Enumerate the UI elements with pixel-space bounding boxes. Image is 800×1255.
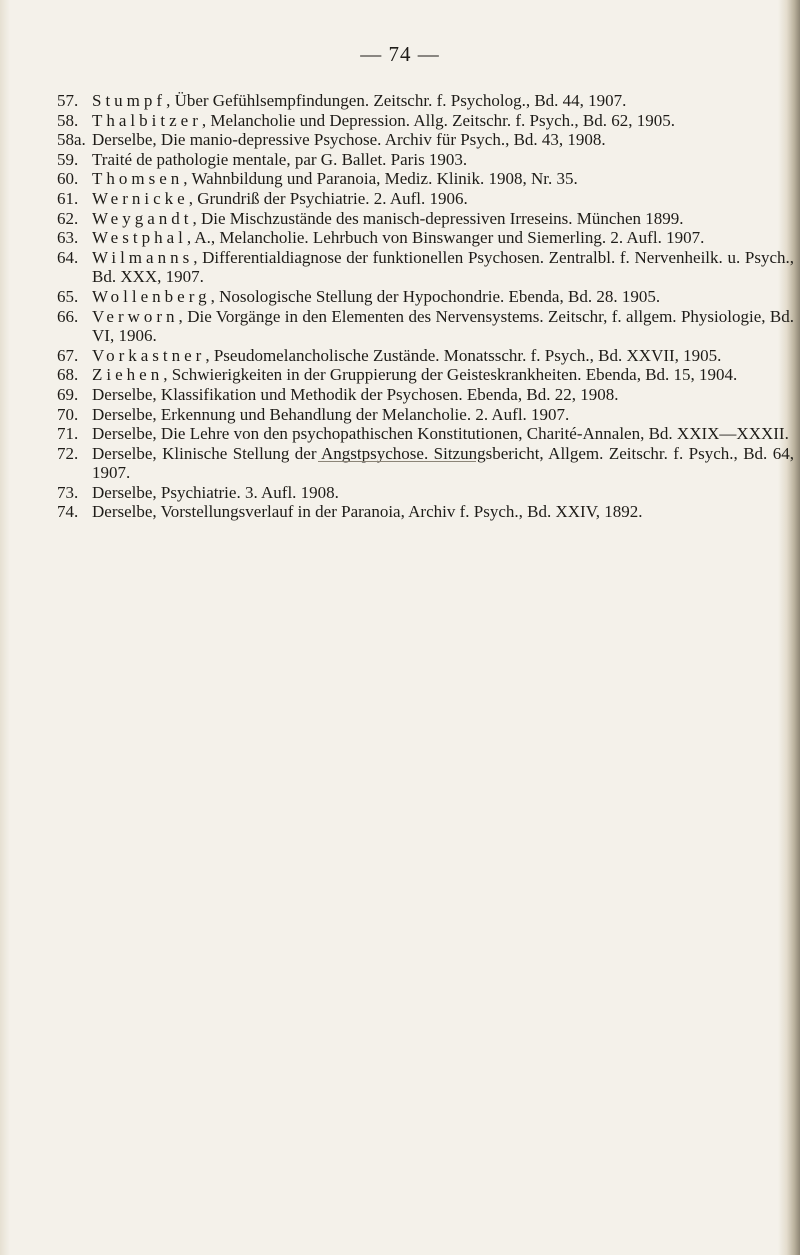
reference-text: Derselbe, Erkennung und Behandlung der Melancholie. 2. Aufl. 1907.: [92, 404, 570, 424]
reference-number: 60.: [57, 169, 79, 189]
reference-number: 69.: [57, 384, 79, 404]
reference-item: [57, 307, 794, 346]
reference-author: Vorkastner: [92, 345, 206, 365]
reference-separator: ,: [166, 91, 175, 110]
reference-item: [57, 248, 794, 287]
reference-item: [57, 150, 794, 170]
reference-number: 63.: [57, 228, 79, 248]
reference-text: Differentialdiagnose der funktionellen Psychosen. Zentralbl. f. Nervenheilk. u. Psych., Bd. XXX, 1907.: [92, 247, 794, 287]
reference-number: 73.: [57, 482, 79, 502]
reference-number: 62.: [57, 208, 79, 228]
reference-separator: ,: [201, 110, 211, 130]
reference-list: [57, 91, 794, 522]
reference-author: Wernicke: [92, 188, 189, 208]
reference-body: [92, 169, 794, 189]
reference-number: 64.: [57, 247, 79, 267]
reference-author: Thomsen: [92, 169, 184, 189]
reference-text: Melancholie und Depression. Allg. Zeitschr. f. Psych., Bd. 62, 1905.: [210, 110, 675, 130]
reference-item: [57, 130, 794, 150]
reference-body: [92, 365, 794, 385]
reference-text: Derselbe, Die Lehre von den psychopathischen Konstitutionen, Charité-Annalen, Bd. XXIX—XXXII.: [92, 424, 789, 444]
reference-item: [57, 228, 794, 248]
reference-text: Derselbe, Klassifikation und Methodik der Psychosen. Ebenda, Bd. 22, 1908.: [92, 384, 619, 404]
reference-author: Verworn: [92, 306, 179, 326]
reference-author: Weygandt: [92, 208, 193, 228]
reference-body: [92, 287, 794, 307]
reference-author: Wollenberg: [92, 286, 211, 306]
page-number: — 74 —: [360, 42, 440, 66]
reference-item: [57, 91, 794, 111]
reference-author: Stumpf: [92, 91, 167, 110]
reference-item: [57, 365, 794, 385]
reference-number: 58.: [57, 110, 79, 130]
reference-item: [57, 346, 794, 366]
reference-item: [57, 424, 794, 444]
reference-item: [57, 169, 794, 189]
reference-number: 74.: [57, 502, 79, 522]
reference-number: 70.: [57, 404, 79, 424]
reference-item: [57, 189, 794, 209]
reference-text: Die Vorgänge in den Elementen des Nervensystems. Zeitschr, f. allgem. Physiologie, Bd. VI, 1906.: [92, 306, 794, 346]
reference-number: 59.: [57, 149, 79, 169]
reference-separator: ,: [178, 306, 188, 326]
reference-separator: ,: [192, 208, 201, 228]
reference-text: Wahnbildung und Paranoia, Mediz. Klinik. 1908, Nr. 35.: [191, 169, 578, 189]
reference-body: [92, 189, 794, 209]
reference-body: [92, 111, 794, 131]
reference-body: [92, 209, 794, 229]
reference-text: Derselbe, Klinische Stellung der Angstpsychose. Sitzungsbericht, Allgem. Zeitschr. f. Psych., Bd. 64, 1907.: [92, 443, 794, 483]
reference-text: Schwierigkeiten in der Gruppierung der Geisteskrankheiten. Ebenda, Bd. 15, 1904.: [171, 365, 738, 385]
reference-body: [92, 424, 794, 444]
reference-body: [92, 444, 794, 483]
reference-number: 65.: [57, 286, 79, 306]
reference-body: [92, 91, 794, 111]
reference-body: [92, 150, 794, 170]
reference-text: Über Gefühlsempfindungen. Zeitschr. f. Psycholog., Bd. 44, 1907.: [174, 91, 627, 110]
reference-text: Pseudomelancholische Zustände. Monatsschr. f. Psych., Bd. XXVII, 1905.: [213, 345, 722, 365]
reference-body: [92, 130, 794, 150]
reference-author: Wilmanns: [92, 247, 194, 267]
reference-text: Nosologische Stellung der Hypochondrie. Ebenda, Bd. 28. 1905.: [219, 286, 661, 306]
reference-body: [92, 307, 794, 346]
reference-separator: ,: [205, 345, 214, 365]
reference-author: Westphal: [92, 228, 187, 248]
reference-item: [57, 483, 794, 503]
reference-body: [92, 502, 794, 522]
reference-item: [57, 444, 794, 483]
reference-author: Thalbitzer: [92, 110, 202, 130]
reference-item: [57, 502, 794, 522]
reference-text: Die Mischzustände des manisch-depressiven Irreseins. München 1899.: [201, 208, 684, 228]
page-binding-shadow: [0, 0, 10, 1255]
reference-item: [57, 385, 794, 405]
reference-number: 72.: [57, 443, 79, 463]
reference-number: 68.: [57, 365, 79, 385]
reference-separator: ,: [193, 247, 203, 267]
reference-item: [57, 405, 794, 425]
reference-separator: ,: [210, 286, 220, 306]
reference-separator: ,: [188, 188, 198, 208]
reference-text: Derselbe, Die manio-depressive Psychose. Archiv für Psych., Bd. 43, 1908.: [92, 130, 606, 150]
reference-text: Grundriß der Psychiatrie. 2. Aufl. 1906.: [197, 188, 468, 208]
reference-item: [57, 287, 794, 307]
reference-body: [92, 346, 794, 366]
reference-item: [57, 209, 794, 229]
reference-body: [92, 248, 794, 287]
reference-text: Derselbe, Psychiatrie. 3. Aufl. 1908.: [92, 482, 339, 502]
reference-item: [57, 111, 794, 131]
reference-text: Traité de pathologie mentale, par G. Ballet. Paris 1903.: [92, 149, 468, 169]
reference-number: 71.: [57, 424, 79, 444]
reference-separator: ,: [183, 169, 192, 189]
section-divider: [318, 461, 476, 462]
reference-separator: ,: [186, 228, 195, 248]
reference-separator: ,: [163, 365, 172, 385]
reference-author: Ziehen: [92, 365, 164, 385]
reference-number: 61.: [57, 188, 79, 208]
reference-number: 57.: [57, 91, 79, 110]
reference-body: [92, 405, 794, 425]
reference-text: A., Melancholie. Lehrbuch von Binswanger und Siemerling. 2. Aufl. 1907.: [194, 228, 705, 248]
reference-body: [92, 483, 794, 503]
reference-number: 67.: [57, 345, 79, 365]
reference-number: 66.: [57, 306, 79, 326]
reference-body: [92, 228, 794, 248]
reference-body: [92, 385, 794, 405]
reference-number: 58a.: [57, 130, 86, 150]
reference-text: Derselbe, Vorstellungsverlauf in der Paranoia, Archiv f. Psych., Bd. XXIV, 1892.: [92, 502, 643, 522]
